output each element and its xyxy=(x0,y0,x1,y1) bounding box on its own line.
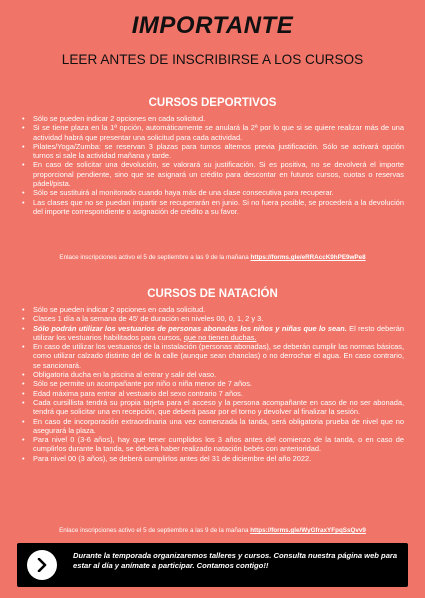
deportivos-form-link[interactable]: https://forms.gle/eRRAccK9hPE9wPe8 xyxy=(250,254,366,261)
list-item: • Cada cursillista tendrá su propia tarjeta para el acceso y la persona acompañante en caso de no ser abonada, tendrá que solicitar una en recepción, que deberá pasar por el torno y devolver al finalizar la sesión. xyxy=(20,398,404,417)
page-subtitle: LEER ANTES DE INSCRIBIRSE A LOS CURSOS xyxy=(61,52,364,67)
list-item: • Sólo se sustituirá al monitorado cuando haya más de una clase consecutiva para recuperar. xyxy=(20,188,404,197)
vestuario-rest-text: El resto deberán utilizar los vestuarios habilitados para cursos, xyxy=(33,323,404,342)
list-item: • Edad máxima para entrar al vestuario del sexo contrario 7 años. xyxy=(20,389,404,398)
page-title: IMPORTANTE xyxy=(131,12,294,39)
info-banner xyxy=(17,543,408,587)
list-item: • Para nivel 00 (3 años), se deberá cumplirlos antes del 31 de diciembre del año 2022. xyxy=(20,454,404,463)
list-item: • En caso de solicitar una devolución, se valorará su justificación. Si es positiva, no se devolverá el importe proporcional pendiente, sino que se asignará un crédito para descontar en futuros cursos, cuotas o reservas pádel/pista. xyxy=(20,160,404,188)
list-item: • Pilates/Yoga/Zumba: se reservan 3 plazas para turnos alternos previa justificación. Sólo se activará opción turnos si sale la actividad mañana y tarde. xyxy=(20,142,404,161)
natacion-link-line xyxy=(0,527,425,534)
list-item: • Sólo se pueden indicar 2 opciones en cada solicitud. xyxy=(20,114,404,123)
list-item-vestuarios xyxy=(20,324,404,343)
list-item: • Sólo se permite un acompañante por niño o niña menor de 7 años. xyxy=(20,379,404,388)
banner-text: Durante la temporada organizaremos talleres y cursos. Consulta nuestra página web para estar al día y anímate a participar. Contamos contigo!! xyxy=(73,551,398,570)
link-prefix: Enlace inscripciones activo el 5 de septiembre a las 9 de la mañana xyxy=(59,527,251,534)
deportivos-rules-list xyxy=(20,114,404,216)
list-item: • Si se tiene plaza en la 1ª opción, automáticamente se anulará la 2ª por lo que si se quiere realizar más de una actividad habrá que presentar una solicitud para cada actividad. xyxy=(20,123,404,142)
list-item: • En caso de utilizar los vestuarios de la instalación (personas abonadas), se deberán cumplir las normas básicas, como utilizar calzado distinto del de la calle (aunque sean chanclas) o no derrochar el agua. En caso contrario, se sancionará. xyxy=(20,342,404,370)
list-item: • Las clases que no se puedan impartir se recuperarán en junio. Si no fuera posible, se procederá a la devolución del importe correspondiente o asignación de crédito a su favor. xyxy=(20,198,404,217)
list-item: • Para nivel 0 (3-6 años), hay que tener cumplidos los 3 años antes del comienzo de la tanda, o en caso de cumplirlos durante la tanda, se deberá haber realizado natación bebés con anterioridad. xyxy=(20,435,404,454)
section-heading-deportivos: CURSOS DEPORTIVOS xyxy=(148,97,277,109)
list-item: • Clases 1 día a la semana de 45' de duración en niveles 00, 0, 1, 2 y 3. xyxy=(20,314,404,323)
list-item: • Sólo se pueden indicar 2 opciones en cada solicitud. xyxy=(20,305,404,314)
list-item: • Obligatoria ducha en la piscina al entrar y salir del vaso. xyxy=(20,370,404,379)
natacion-rules-list xyxy=(20,305,404,463)
list-item: • En caso de incorporación extraordinaria una vez comenzada la tanda, será obligatoria prueba de nivel que no asegurará la plaza. xyxy=(20,417,404,436)
chevron-right-icon[interactable] xyxy=(27,550,57,580)
deportivos-link-line xyxy=(0,254,425,261)
natacion-form-link[interactable]: https://forms.gle/WyGfraxYFpqSsQvv9 xyxy=(250,527,366,534)
vestuario-bold-text: Sólo podrán utilizar los vestuarios de personas abonadas los niños y niñas que lo sean. xyxy=(33,323,347,333)
section-heading-natacion: CURSOS DE NATACIÓN xyxy=(147,288,278,300)
vestuario-underlined-text: que no tienen duchas. xyxy=(183,332,257,342)
link-prefix: Enlace inscripciones activo el 5 de septiembre a las 9 de la mañana xyxy=(59,254,251,261)
